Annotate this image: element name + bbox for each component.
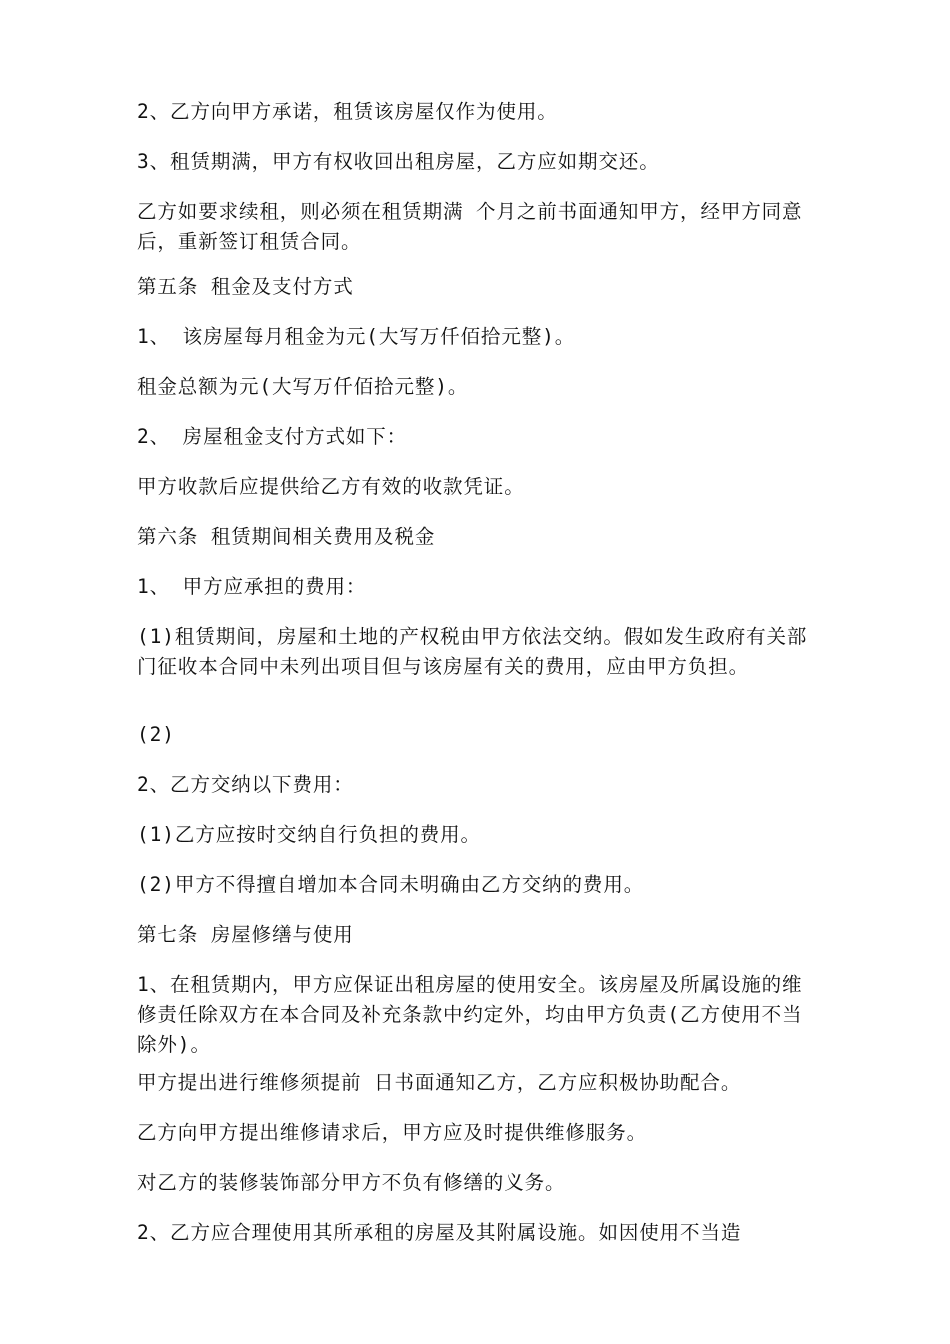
- paragraph-repair-notice: 甲方提出进行维修须提前 日书面通知乙方，乙方应积极协助配合。: [137, 1071, 742, 1094]
- paragraph-maintenance-responsibility: 1、在租赁期内，甲方应保证出租房屋的使用安全。该房屋及所属设施的维修责任除双方在本合同及补充条款中约定外，均由甲方负责(乙方使用不当除外)。: [137, 973, 803, 1056]
- paragraph-receipt: 甲方收款后应提供给乙方有效的收款凭证。: [137, 475, 525, 498]
- paragraph-clause-2-purpose: 2、乙方向甲方承诺，租赁该房屋仅作为使用。: [137, 100, 558, 123]
- paragraph-decoration: 对乙方的装修装饰部分甲方不负有修缮的义务。: [137, 1171, 566, 1194]
- paragraph-clause-3-expiry: 3、租赁期满，甲方有权收回出租房屋，乙方应如期交还。: [137, 150, 660, 173]
- heading-article-7: 第七条 房屋修缮与使用: [137, 923, 354, 946]
- paragraph-party-b-pay-on-time: (1)乙方应按时交纳自行负担的费用。: [137, 823, 481, 846]
- paragraph-renewal: 乙方如要求续租，则必须在租赁期满 个月之前书面通知甲方，经甲方同意后，重新签订租赁合同。: [137, 200, 803, 253]
- heading-article-5: 第五条 租金及支付方式: [137, 275, 354, 298]
- paragraph-repair-request: 乙方向甲方提出维修请求后，甲方应及时提供维修服务。: [137, 1121, 648, 1144]
- paragraph-property-tax: (1)租赁期间，房屋和土地的产权税由甲方依法交纳。假如发生政府有关部门征收本合同中未列出项目但与该房屋有关的费用，应由甲方负担。: [137, 625, 808, 678]
- paragraph-no-extra-fees: (2)甲方不得擅自增加本合同未明确由乙方交纳的费用。: [137, 873, 645, 896]
- paragraph-party-a-fees: 1、 甲方应承担的费用：: [137, 575, 367, 598]
- heading-article-6: 第六条 租赁期间相关费用及税金: [137, 525, 436, 548]
- paragraph-proper-use: 2、乙方应合理使用其所承租的房屋及其附属设施。如因使用不当造: [137, 1221, 742, 1244]
- paragraph-total-rent: 租金总额为元(大写万仟佰拾元整)。: [137, 375, 469, 398]
- paragraph-party-b-fees: 2、乙方交纳以下费用：: [137, 773, 354, 796]
- paragraph-payment-method: 2、 房屋租金支付方式如下：: [137, 425, 408, 448]
- paragraph-item-2-blank: (2): [137, 723, 175, 746]
- paragraph-monthly-rent: 1、 该房屋每月租金为元(大写万仟佰拾元整)。: [137, 325, 576, 348]
